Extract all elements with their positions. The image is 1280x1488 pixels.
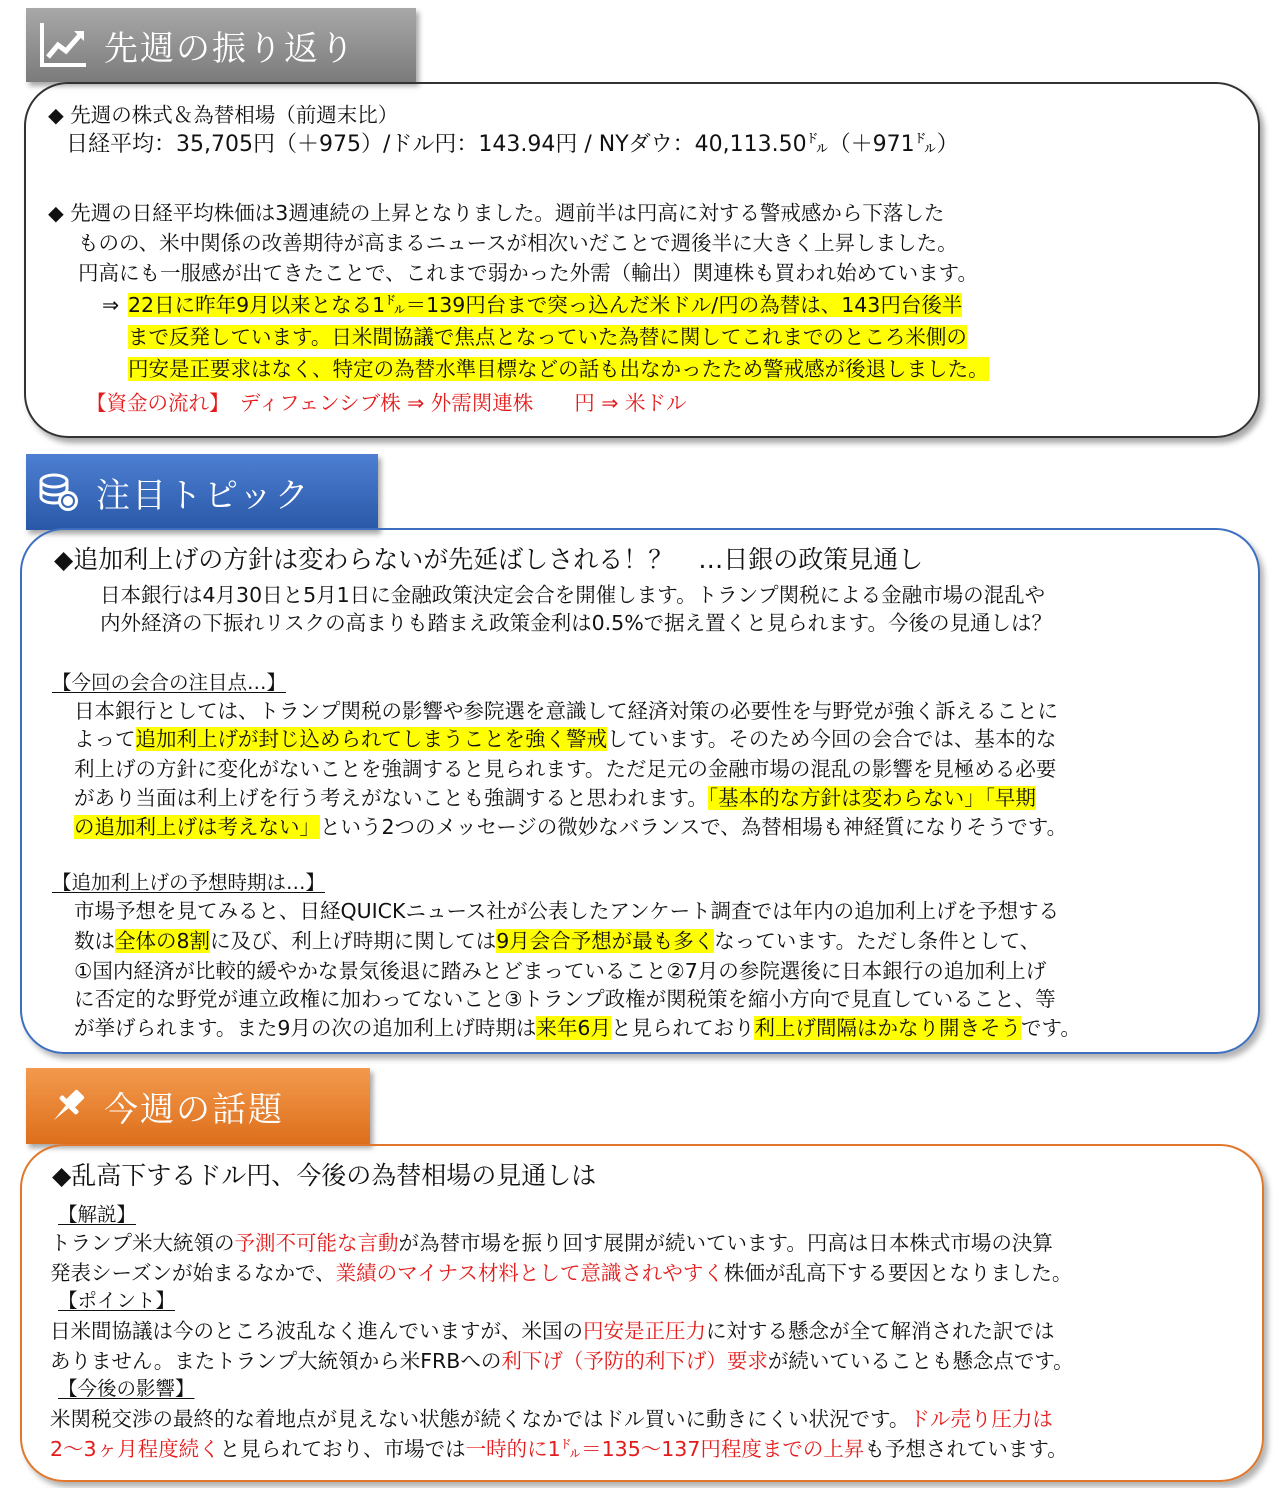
- arrow-mark: ⇒: [102, 293, 120, 317]
- featured-topic-panel: [20, 528, 1260, 1054]
- review-paragraph-line: 円高にも一服感が出てきたことで、これまで弱かった外需（輸出）関連株も買われ始めています。: [78, 261, 978, 285]
- highlight-text: 22日に昨年9月以来となる1㌦＝139円台まで突っ込んだ米ドル/円の為替は、143円台後半: [128, 293, 963, 317]
- review-paragraph-line: ものの、米中関係の改善期待が高まるニュースが相次いだことで週後半に大きく上昇しました。: [78, 231, 958, 255]
- market-summary: 日経平均：35,705円（＋975）/ドル円：143.94円 / NYダウ：40,113.50㌦（＋971㌦）: [66, 132, 959, 157]
- highlight-text: 利上げ間隔はかなり開きそう: [754, 1016, 1021, 1040]
- section-tab-featured-topic: [26, 454, 378, 530]
- fund-flow-line: 【資金の流れ】 ディフェンシブ株 ⇒ 外需関連株 円 ⇒ 米ドル: [86, 391, 687, 415]
- body-text: 数は: [74, 929, 115, 953]
- body-line: 利上げの方針に変化がないことを強調すると見られます。ただ足元の金融市場の混乱の影響を見極める必要: [74, 757, 1057, 781]
- section-tab-this-week: [26, 1068, 370, 1144]
- section-tab-weekly-review: [26, 8, 416, 82]
- topic-title: ◆追加利上げの方針は変わらないが先延ばしされる！？ …日銀の政策見通し: [54, 545, 924, 574]
- body-line: ①国内経済が比較的緩やかな景気後退に踏みとどまっていること②7月の参院選後に日本銀行の追加利上げ: [74, 959, 1047, 983]
- emphasis-text: ドル売り圧力は: [909, 1407, 1053, 1431]
- subheading-rate-hike-timing: 【追加利上げの予想時期は…】: [52, 871, 326, 894]
- emphasis-text: 業績のマイナス材料として意識されやすく: [335, 1261, 724, 1285]
- tab-label: 今週の話題: [104, 1089, 284, 1130]
- body-text: トランプ米大統領の: [50, 1231, 235, 1255]
- body-line: に否定的な野党が連立政権に加わってないこと③トランプ政権が関税策を縮小方向で見直していること、等: [74, 987, 1056, 1011]
- highlight-text: 追加利上げが封じ込められてしまうことを強く警戒: [135, 727, 607, 751]
- review-paragraph-line: ◆ 先週の日経平均株価は3週連続の上昇となりました。週前半は円高に対する警戒感から下落した: [48, 201, 945, 225]
- body-text: があり当面は利上げを行う考えがないことも強調すると思われます。: [74, 786, 708, 810]
- pushpin-icon: [46, 1084, 90, 1128]
- tab-label: 先週の振り返り: [104, 28, 356, 69]
- subheading-explanation: 【解説】: [58, 1203, 137, 1226]
- body-text: という2つのメッセージの微妙なバランスで、為替相場も神経質になりそうです。: [320, 815, 1068, 839]
- body-line: 市場予想を見てみると、日経QUICKニュース社が公表したアンケート調査では年内の追加利上げを予想する: [74, 899, 1060, 923]
- coins-icon: [36, 469, 82, 515]
- subheading-focus-points: 【今回の会合の注目点…】: [52, 671, 287, 694]
- body-text: 株価が乱高下する要因となりました。: [723, 1261, 1073, 1285]
- body-text: に対する懸念が全て解消された訳では: [706, 1319, 1055, 1343]
- body-text: も予想されています。: [864, 1437, 1068, 1461]
- body-text: 発表シーズンが始まるなかで、: [50, 1261, 336, 1285]
- emphasis-text: 予測不可能な言動: [234, 1231, 399, 1255]
- emphasis-text: 利下げ（予防的利下げ）要求: [501, 1349, 768, 1373]
- body-text: です。: [1020, 1016, 1081, 1040]
- body-text: 日米間協議は今のところ波乱なく進んでいますが、米国の: [50, 1319, 583, 1343]
- body-text: 米関税交渉の最終的な着地点が見えない状態が続くなかではドル買いに動きにくい状況です。: [50, 1407, 910, 1431]
- emphasis-text: 円安是正圧力: [583, 1319, 706, 1343]
- body-text: が続いていることも懸念点です。: [767, 1349, 1074, 1373]
- this-week-panel: [20, 1144, 1264, 1482]
- topic-intro: 日本銀行は4月30日と5月1日に金融政策決定会合を開催します。トランプ関税による金融市場の混乱や: [100, 583, 1046, 607]
- body-text: ありません。またトランプ大統領から米FRBへの: [50, 1349, 502, 1373]
- topic-title: ◆乱高下するドル円、今後の為替相場の見通しは: [52, 1161, 597, 1190]
- body-text: なっています。ただし条件として、: [714, 929, 1041, 953]
- highlight-text: の追加利上げは考えない」: [74, 815, 320, 839]
- body-text: に及び、利上げ時期に関しては: [210, 929, 497, 953]
- tab-label: 注目トピック: [96, 475, 311, 516]
- highlight-text: 「基本的な方針は変わらない」「早期: [707, 786, 1036, 810]
- subheading-future-impact: 【今後の影響】: [58, 1377, 195, 1400]
- subheading-point: 【ポイント】: [58, 1289, 176, 1312]
- highlight-text: 円安是正要求はなく、特定の為替水準目標などの話も出なかったため警戒感が後退しました。: [128, 357, 989, 381]
- body-line: 日本銀行としては、トランプ関税の影響や参院選を意識して経済対策の必要性を与野党が強く訴えることに: [74, 699, 1058, 723]
- market-heading: ◆ 先週の株式＆為替相場（前週末比）: [48, 103, 399, 127]
- emphasis-text: 2～3ヶ月程度続く: [50, 1437, 220, 1461]
- body-text: と見られており、市場では: [219, 1437, 466, 1461]
- body-text: と見られており: [610, 1016, 755, 1040]
- highlight-text: 来年6月: [536, 1016, 611, 1040]
- trend-chart-icon: [38, 19, 90, 71]
- highlight-text: 9月会合予想が最も多く: [496, 929, 715, 953]
- topic-intro: 内外経済の下振れリスクの高まりも踏まえ政策金利は0.5%で据え置くと見られます。今後の見通しは？: [100, 611, 1053, 635]
- emphasis-text: 一時的に1㌦＝135～137円程度までの上昇: [465, 1437, 865, 1461]
- highlight-text: まで反発しています。日米間協議で焦点となっていた為替に関してこれまでのところ米側の: [128, 325, 967, 349]
- body-text: が為替市場を振り回す展開が続いています。円高は日本株式市場の決算: [398, 1231, 1053, 1255]
- body-text: しています。そのため今回の会合では、基本的な: [607, 727, 1057, 751]
- highlight-text: 全体の8割: [115, 929, 211, 953]
- weekly-review-panel: [24, 82, 1260, 438]
- body-text: よって: [74, 727, 136, 751]
- body-text: が挙げられます。また9月の次の追加利上げ時期は: [74, 1016, 537, 1040]
